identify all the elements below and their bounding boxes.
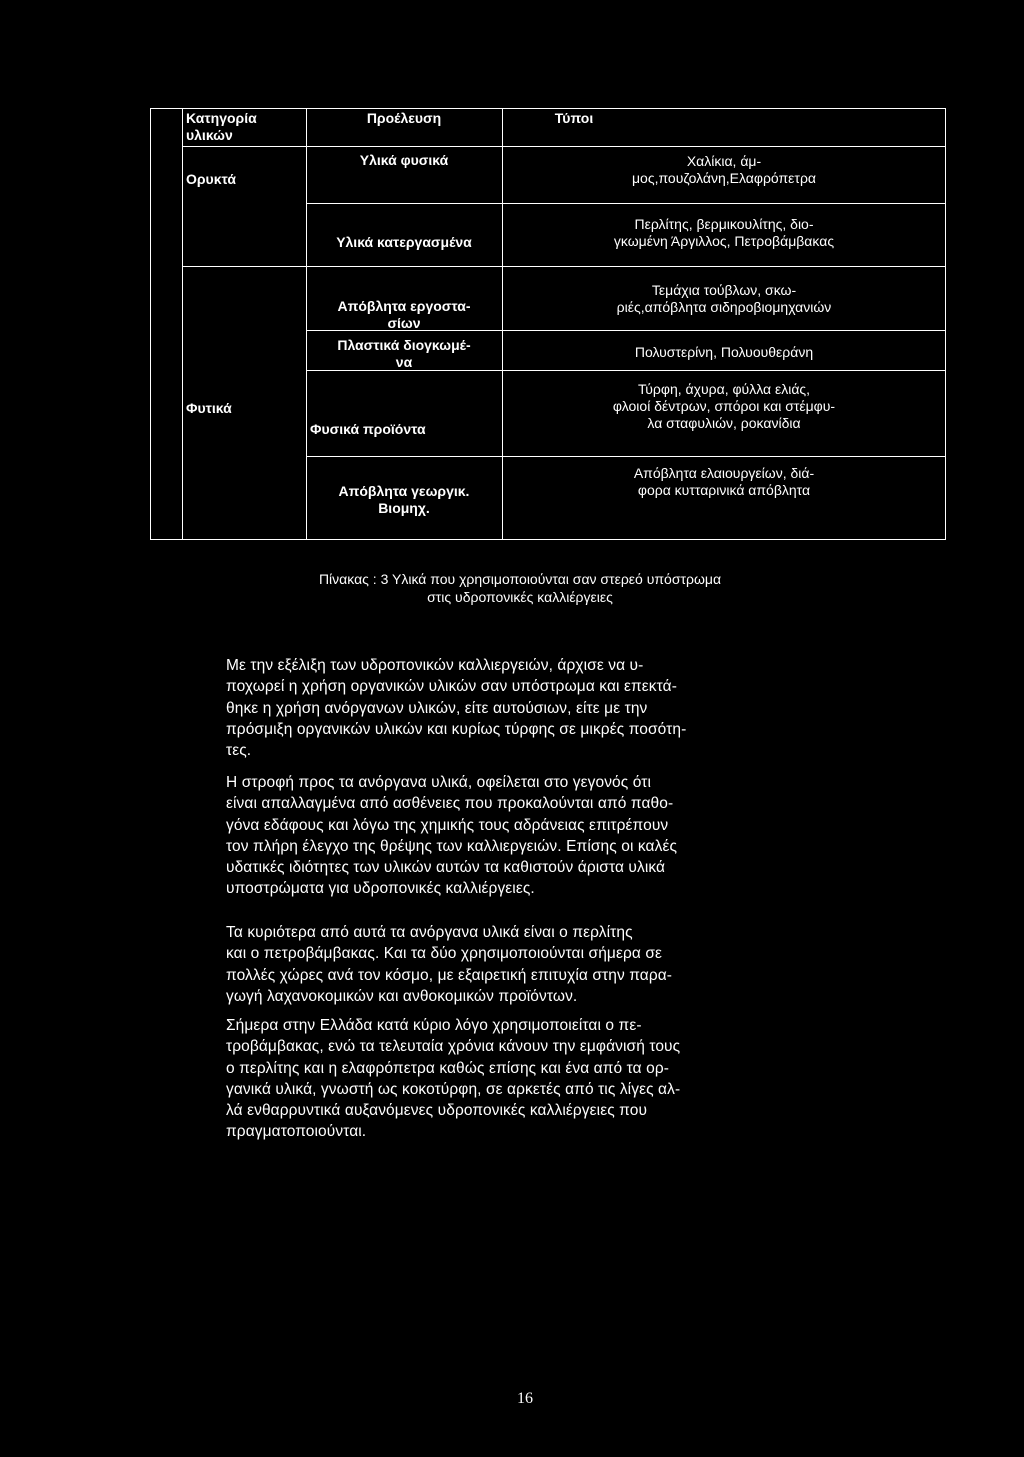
row1-types: Χαλίκια, άμ- μος,πουζολάνη,Ελαφρόπετρα xyxy=(631,153,817,186)
row6-types: Απόβλητα ελαιουργείων, διά- φορα κυτταρινικά απόβλητα xyxy=(633,465,815,498)
row3-types: Τεμάχια τούβλων, σκω- ριές,απόβλητα σιδηροβιομηχανιών xyxy=(616,282,832,315)
paragraph-1: Με την εξέλιξη των υδροπονικών καλλιεργειών, άρχισε να υ- ποχωρεί η χρήση οργανικών υλικών σαν υπόστρωμα και επεκτά- θηκε η χρήση ανόργανων υλικών, είτε αυτούσιων, είτε με την πρόσμιξη οργανικών υλικών και κυρίως τύρφης σε μικρές ποσότη- τες. xyxy=(226,657,687,760)
table-caption: Πίνακας : 3 Υλικά που χρησιμοποιούνται σαν στερεό υπόστρωμα στις υδροπονικές καλλιέργειες xyxy=(318,571,722,605)
table-divider-v1 xyxy=(182,108,183,540)
paragraph-2: Η στροφή προς τα ανόργανα υλικά, οφείλεται στο γεγονός ότι είναι απαλλαγμένα από ασθένειες που προκαλούνται από παθο- γόνα εδάφους και λόγω της χημικής τους αδράνειας επιτρέπουν τον πλήρη έλεγχο της θρέψης των καλλιεργειών. Επίσης οι καλές υδατικές ιδιότητες των υλικών αυτών τα καθιστούν άριστα υλικά υποστρώματα για υδροπονικές καλλιέργειες. xyxy=(226,774,678,898)
row6-origin: Απόβλητα γεωργικ. Βιομηχ. xyxy=(338,483,470,516)
row5-category: Φυτικά xyxy=(186,400,232,416)
row2-types: Περλίτης, βερμικουλίτης, διο- γκωμένη Άργιλλος, Πετροβάμβακας xyxy=(613,216,835,249)
table-divider-h-row5 xyxy=(306,456,946,457)
row1-category: Ορυκτά xyxy=(186,171,236,187)
row4-origin: Πλαστικά διογκωμέ- να xyxy=(337,337,471,370)
header-types: Τύποι xyxy=(554,110,594,126)
paragraph-3: Τα κυριότερα από αυτά τα ανόργανα υλικά είναι ο περλίτης και ο πετροβάμβακας. Και τα δύο χρησιμοποιούνται σήμερα σε πολλές χώρες ανά τον κόσμο, με εξαιρετική επιτυχία στην παρα- γωγή λαχανοκομικών και ανθοκομικών προϊόντων. xyxy=(226,924,673,1005)
row1-origin: Υλικά φυσικά xyxy=(359,152,449,168)
paragraph-4: Σήμερα στην Ελλάδα κατά κύριο λόγο χρησιμοποιείται ο πε- τροβάμβακας, ενώ τα τελευταία χρόνια κάνουν την εμφάνισή τους ο περλίτης και η ελαφρόπετρα καθώς επίσης και ένα από τα ορ- γανικά υλικά, γνωστή ως κοκοτύρφη, σε αρκετές από τις λίγες αλ- λά ενθαρρυντικά αυξανόμενες υδροπονικές καλλιέργειες που πραγματοποιούνται. xyxy=(226,1017,681,1141)
table-divider-v2 xyxy=(306,108,307,540)
table-divider-h-row2 xyxy=(182,266,946,267)
row4-types: Πολυστερίνη, Πολυουθεράνη xyxy=(634,344,814,360)
header-category: Κατηγορία υλικών xyxy=(186,110,257,143)
row2-origin: Υλικά κατεργασμένα xyxy=(336,234,472,250)
header-origin: Προέλευση xyxy=(366,110,442,126)
row5-origin: Φυσικά προϊόντα xyxy=(310,421,426,437)
table-divider-v3 xyxy=(502,108,503,540)
row3-origin: Απόβλητα εργοστα- σίων xyxy=(337,298,471,331)
page-number: 16 xyxy=(517,1390,533,1407)
table-divider-h-header xyxy=(182,146,946,147)
table-divider-h-row1 xyxy=(306,203,946,204)
materials-table xyxy=(150,108,946,540)
row5-types: Τύρφη, άχυρα, φύλλα ελιάς, φλοιοί δέντρων, σπόροι και στέμφυ- λα σταφυλιών, ροκανίδια xyxy=(612,381,836,431)
